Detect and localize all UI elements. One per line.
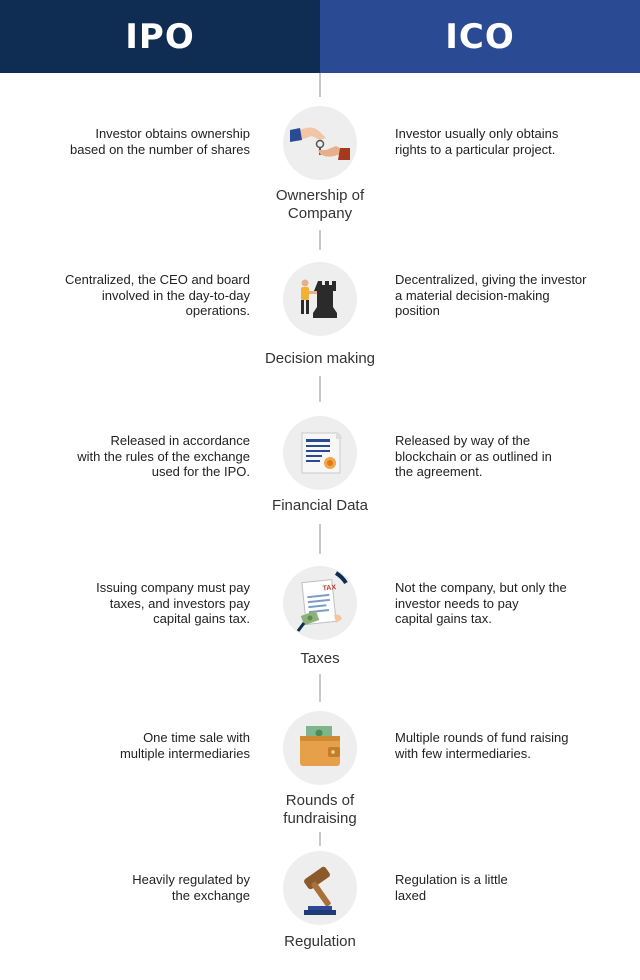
- ico-description: Regulation is a little laxed: [395, 872, 508, 903]
- ipo-description: Released in accordance with the rules of the exchange used for the IPO.: [77, 433, 250, 479]
- tax-form-icon: [283, 566, 357, 640]
- ico-description: Released by way of the blockchain or as outlined in the agreement.: [395, 433, 552, 479]
- ipo-description: Centralized, the CEO and board involved in the day-to-day operations.: [65, 272, 250, 318]
- connector-line: [319, 230, 321, 250]
- connector-line: [319, 376, 321, 402]
- row-label: Rounds of fundraising: [283, 792, 357, 827]
- ipo-column-header: IPO: [0, 0, 320, 73]
- ico-description: Multiple rounds of fund raising with few intermediaries.: [395, 730, 569, 761]
- ico-column-header: ICO: [320, 0, 640, 73]
- gavel-icon: [283, 851, 357, 925]
- chess-rook-person-icon: [283, 262, 357, 336]
- row-label: Ownership of Company: [275, 187, 365, 222]
- row-label: Decision making: [264, 350, 376, 367]
- certificate-document-icon: [283, 416, 357, 490]
- handshake-key-icon: [283, 106, 357, 180]
- comparison-header: [0, 0, 640, 73]
- row-label: Taxes: [300, 650, 340, 667]
- svg-text:TAX: TAX: [322, 584, 337, 593]
- connector-line: [319, 73, 321, 97]
- ipo-description: Investor obtains ownership based on the number of shares: [70, 126, 250, 157]
- ipo-description: Heavily regulated by the exchange: [132, 872, 250, 903]
- ipo-description: One time sale with multiple intermediaries: [119, 730, 250, 761]
- ico-description: Not the company, but only the investor needs to pay capital gains tax.: [395, 580, 567, 626]
- connector-line: [319, 832, 321, 846]
- ipo-description: Issuing company must pay taxes, and investors pay capital gains tax.: [96, 580, 250, 626]
- connector-line: [319, 674, 321, 702]
- row-label: Financial Data: [272, 497, 368, 514]
- ico-description: Decentralized, giving the investor a material decision-making position: [395, 272, 587, 318]
- wallet-money-icon: [283, 711, 357, 785]
- ico-description: Investor usually only obtains rights to a particular project.: [395, 126, 559, 157]
- row-label: Regulation: [284, 933, 356, 950]
- connector-line: [319, 524, 321, 554]
